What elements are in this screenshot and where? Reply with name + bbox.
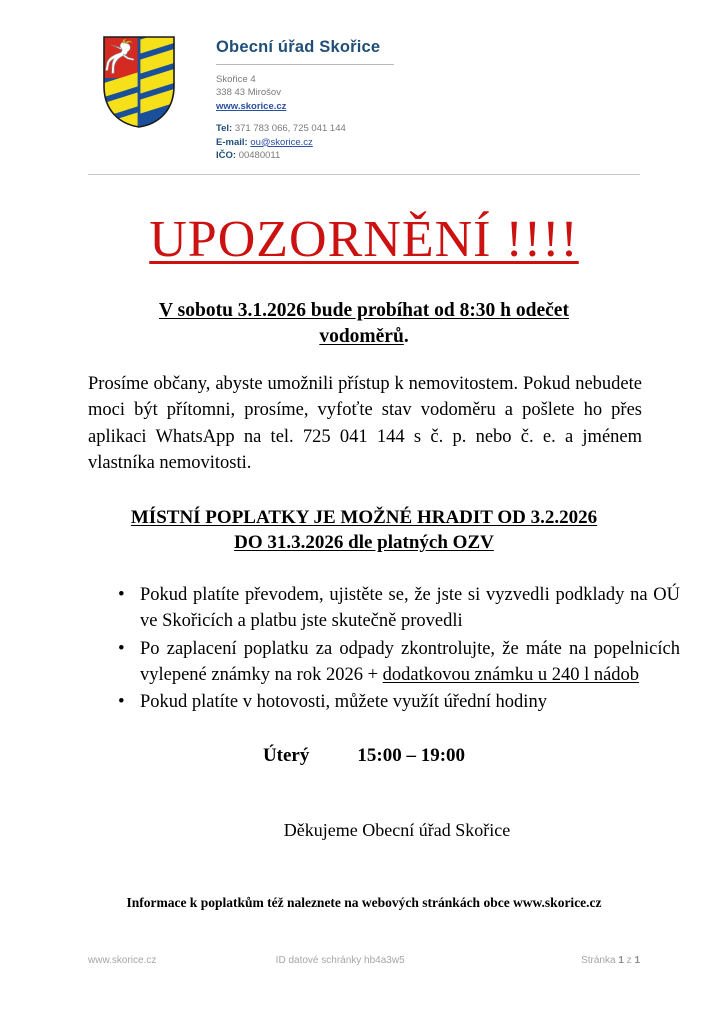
organization-name: Obecní úřad Skořice [216, 38, 381, 56]
website-note: Informace k poplatkům též naleznete na webových stránkách obce www.skorice.cz [126, 895, 602, 910]
signoff-text: Děkujeme Obecní úřad Skořice [283, 820, 511, 840]
address-line-2: 338 43 Mirošov [216, 87, 281, 99]
fees-bullet-3-text: Pokud platíte v hotovosti, můžete využít úřední hodiny [140, 692, 547, 713]
list-item [140, 636, 680, 689]
contact-block [216, 122, 640, 162]
address-line-1: Skořice 4 [216, 73, 256, 85]
email-label: E-mail: [216, 136, 248, 148]
list-item [140, 582, 680, 635]
ico-value: 00480011 [238, 150, 281, 162]
fees-bullet-1-text: Pokud platíte převodem, ujistěte se, že jste si vyzvedli podklady na OÚ ve Skořicích a platbu jste skutečně provedli [140, 585, 680, 632]
organization-block [190, 34, 640, 163]
fees-instruction-list [104, 582, 680, 716]
email-link[interactable]: ou@skorice.cz [250, 136, 313, 148]
office-hours-day: Úterý [262, 745, 310, 766]
notice-title-text: UPOZORNĚNÍ !!!! [149, 211, 579, 268]
footer-page-prefix: Stránka [581, 955, 616, 966]
footer-website: www.skorice.cz [88, 955, 157, 966]
water-meter-subheading-line-2: vodoměrů [319, 325, 404, 347]
water-meter-subheading-period: . [403, 325, 409, 347]
crest-container [88, 34, 190, 130]
organization-name-divider [216, 64, 394, 65]
letterhead [88, 34, 640, 163]
header-divider [88, 174, 640, 175]
notice-title [88, 212, 640, 268]
address-block [216, 73, 640, 113]
notice-body-paragraph: Prosíme občany, abyste umožnili přístup k nemovitostem. Pokud nebudete moci být přítomni, prosíme, vyfoťte stav vodoměru a pošlete ho přes aplikaci WhatsApp na tel. 725 041 144 s č. p. nebo č. e. a jménem vlastníka nemovitosti. [88, 374, 642, 473]
office-hours-time: 15:00 – 19:00 [357, 745, 466, 766]
office-hours [88, 745, 640, 767]
fees-bullet-2-text: Po zaplacení poplatku za odpady zkontrolujte, že máte na popelnicích vylepené známky na rok 2026 + [140, 638, 680, 685]
footer-databox-id: ID datové schránky hb4a3w5 [275, 955, 405, 966]
ico-label: IČO: [216, 150, 237, 162]
coat-of-arms-icon [101, 34, 177, 130]
list-item [140, 689, 680, 715]
website-link[interactable]: www.skorice.cz [216, 100, 287, 112]
footer-page-current: 1 [618, 955, 624, 966]
footer-page-separator: z [626, 955, 632, 966]
water-meter-subheading [88, 298, 640, 350]
footer-page-total: 1 [634, 955, 640, 966]
local-fees-heading-line-1: MÍSTNÍ POPLATKY JE MOŽNÉ HRADIT OD 3.2.2026 [130, 507, 598, 528]
water-meter-subheading-line-1: V sobotu 3.1.2026 bude probíhat od 8:30 h odečet [159, 300, 569, 321]
local-fees-heading-line-2: DO 31.3.2026 dle platných OZV [234, 532, 494, 554]
footer-pagination [496, 955, 640, 966]
fees-bullet-2-underlined-text: dodatkovou známku u 240 l nádob [382, 664, 640, 685]
local-fees-heading [88, 505, 640, 556]
tel-value: 371 783 066, 725 041 144 [234, 123, 346, 135]
page-footer [88, 955, 640, 966]
tel-label: Tel: [216, 123, 233, 135]
